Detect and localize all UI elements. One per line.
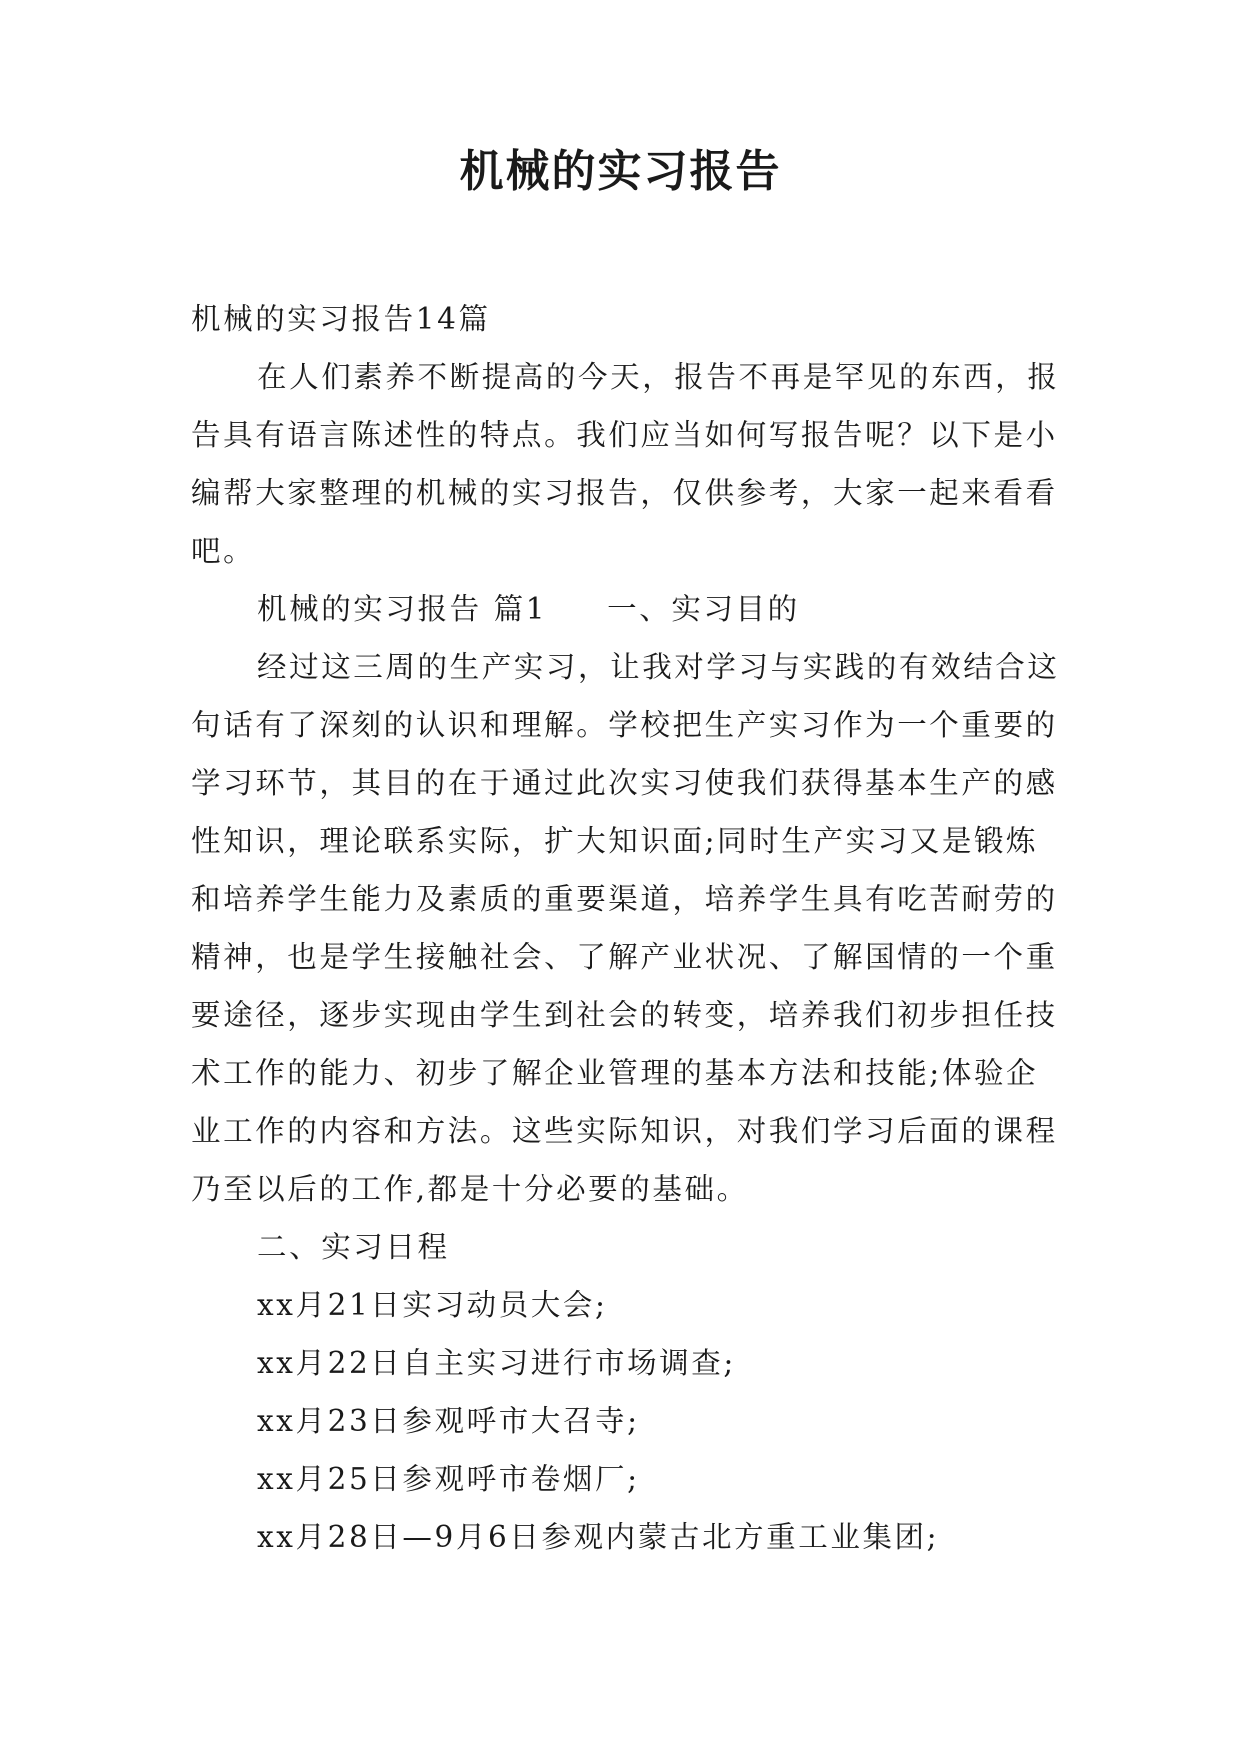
document-body <box>191 290 1061 1566</box>
intro-paragraph: 在人们素养不断提高的今天，报告不再是罕见的东西，报告具有语言陈述性的特点。我们应当如何写报告呢？以下是小编帮大家整理的机械的实习报告，仅供参考，大家一起来看看吧。 <box>191 360 1060 568</box>
section1-paragraph: 经过这三周的生产实习，让我对学习与实践的有效结合这句话有了深刻的认识和理解。学校把生产实习作为一个重要的学习环节，其目的在于通过此次实习使我们获得基本生产的感性知识，理论联系实际，扩大知识面;同时生产实习又是锻炼和培养学生能力及素质的重要渠道，培养学生具有吃苦耐劳的精神，也是学生接触社会、了解产业状况、了解国情的一个重要途径，逐步实现由学生到社会的转变，培养我们初步担任技术工作的能力、初步了解企业管理的基本方法和技能;体验企业工作的内容和方法。这些实际知识，对我们学习后面的课程乃至以后的工作,都是十分必要的基础。 <box>191 650 1060 1206</box>
schedule-item: xx月28日—9月6日参观内蒙古北方重工业集团; <box>257 1520 940 1554</box>
part-heading-line <box>191 580 1061 638</box>
section2-heading: 二、实习日程 <box>257 1230 450 1264</box>
part-label: 机械的实习报告 篇1 <box>257 592 548 626</box>
section1-heading: 一、实习目的 <box>607 592 800 626</box>
schedule-item: xx月23日参观呼市大召寺; <box>257 1404 640 1438</box>
schedule-item: xx月21日实习动员大会; <box>257 1288 608 1322</box>
schedule-item: xx月25日参观呼市卷烟厂; <box>257 1462 640 1496</box>
schedule-item: xx月22日自主实习进行市场调查; <box>257 1346 736 1380</box>
document-title: 机械的实习报告 <box>459 146 782 197</box>
document-subtitle: 机械的实习报告14篇 <box>191 302 491 336</box>
